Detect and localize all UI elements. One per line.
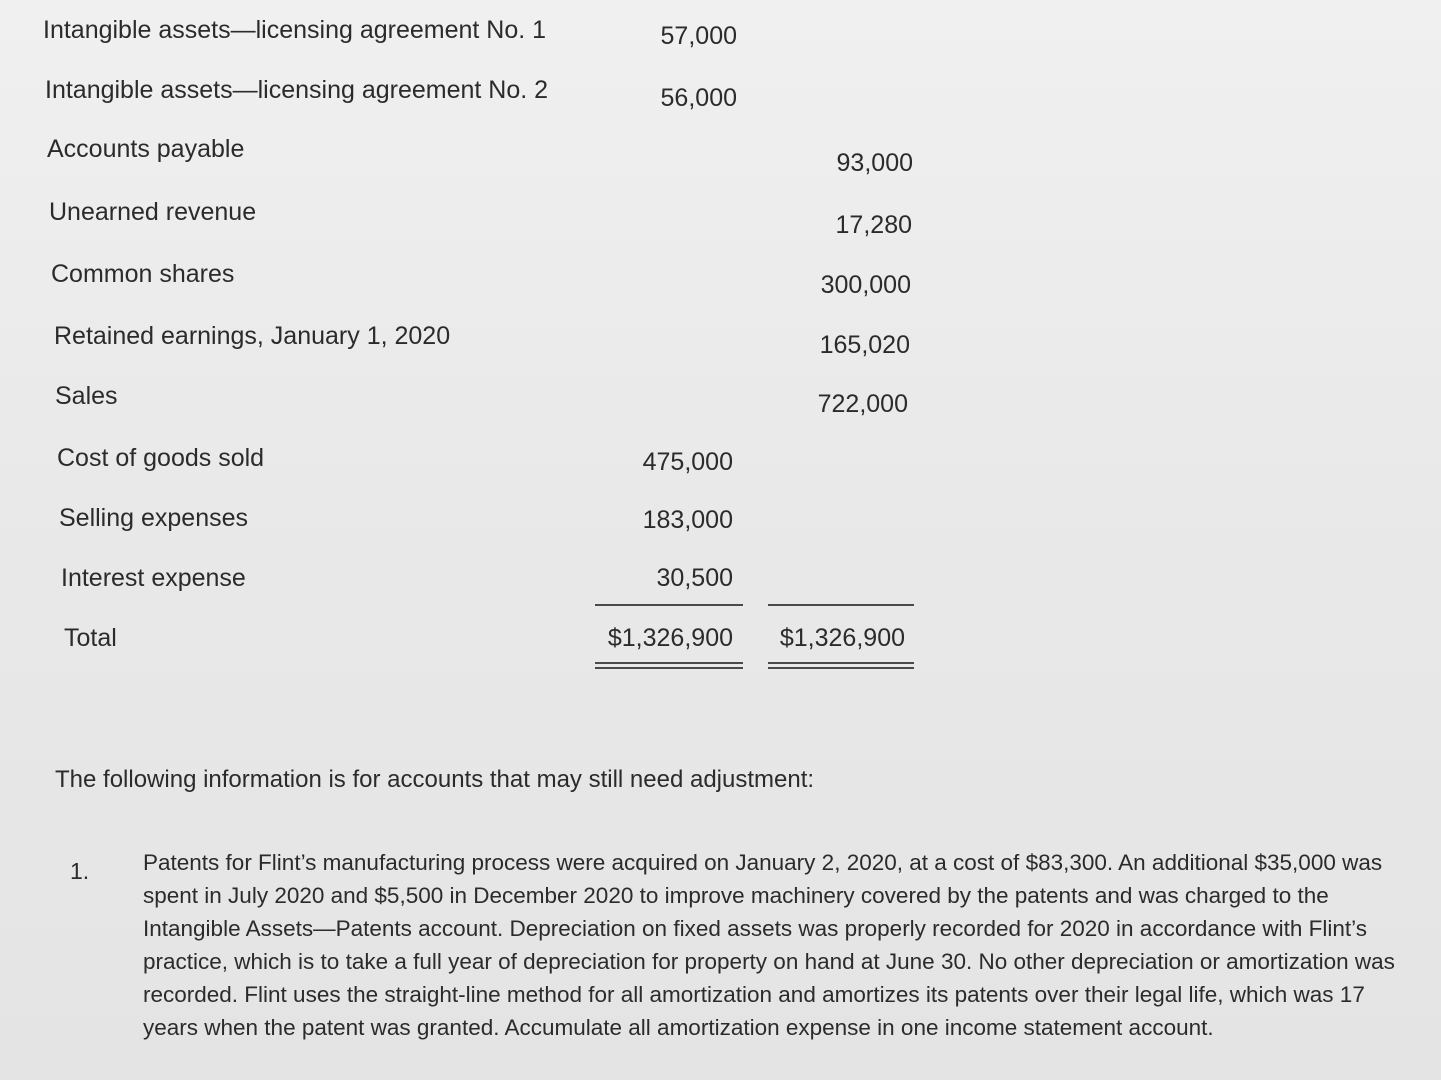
table-row bbox=[0, 498, 1441, 538]
account-name: Accounts payable bbox=[47, 135, 245, 163]
adjustment-item-text: Patents for Flint’s manufacturing process were acquired on January 2, 2020, at a cost of $83,300. An additional $35,000 was spent in July 2020 and $5,500 in December 2020 to improve machinery covered by the patents and was charged to the Intangible Assets—Patents account. Depreciation on fixed assets was properly recorded for 2020 in accordance with Flint’s practice, which is to take a full year of depreciation for property on hand at June 30. No other depreciation or amortization was recorded. Flint uses the straight-line method for all amortization and amortizes its patents over their legal life, which was 17 years when the patent was granted. Accumulate all amortization expense in one income statement account. bbox=[143, 850, 1395, 1040]
account-name: Intangible assets—licensing agreement No. 2 bbox=[45, 76, 549, 104]
table-row bbox=[0, 192, 1441, 239]
account-name: Unearned revenue bbox=[49, 198, 257, 226]
credit-amount: 300,000 bbox=[820, 271, 911, 299]
debit-amount: 475,000 bbox=[642, 448, 733, 476]
total-row bbox=[0, 618, 1441, 658]
debit-total-double-rule bbox=[595, 662, 743, 669]
credit-subtotal-rule bbox=[768, 604, 914, 606]
account-name: Selling expenses bbox=[59, 504, 249, 532]
account-name: Intangible assets—licensing agreement No. 1 bbox=[43, 16, 547, 44]
account-name: Cost of goods sold bbox=[57, 444, 265, 472]
table-row bbox=[0, 129, 1441, 177]
debit-amount: 183,000 bbox=[642, 506, 733, 534]
account-name: Sales bbox=[55, 382, 118, 410]
account-name: Retained earnings, January 1, 2020 bbox=[54, 322, 451, 350]
credit-amount: 722,000 bbox=[817, 390, 908, 418]
debit-amount: 57,000 bbox=[660, 22, 737, 50]
credit-amount: 17,280 bbox=[835, 211, 912, 239]
total-debit: $1,326,900 bbox=[607, 624, 733, 652]
table-row bbox=[0, 438, 1441, 478]
table-row bbox=[0, 70, 1441, 110]
credit-total-double-rule bbox=[768, 662, 914, 669]
total-credit: $1,326,900 bbox=[779, 624, 905, 652]
table-row bbox=[0, 558, 1441, 598]
total-label: Total bbox=[64, 624, 117, 652]
credit-amount: 93,000 bbox=[836, 149, 913, 177]
table-row bbox=[0, 376, 1441, 416]
debit-subtotal-rule bbox=[595, 604, 743, 606]
table-row bbox=[0, 254, 1441, 299]
account-name: Interest expense bbox=[61, 564, 246, 592]
debit-amount: 56,000 bbox=[660, 84, 737, 112]
adjustment-item-number: 1. bbox=[70, 858, 90, 884]
account-name: Common shares bbox=[51, 260, 235, 288]
credit-amount: 165,020 bbox=[819, 331, 910, 359]
table-row bbox=[0, 316, 1441, 359]
table-row bbox=[0, 10, 1441, 50]
debit-amount: 30,500 bbox=[656, 564, 733, 592]
adjustment-intro: The following information is for accounts that may still need adjustment: bbox=[55, 766, 815, 793]
